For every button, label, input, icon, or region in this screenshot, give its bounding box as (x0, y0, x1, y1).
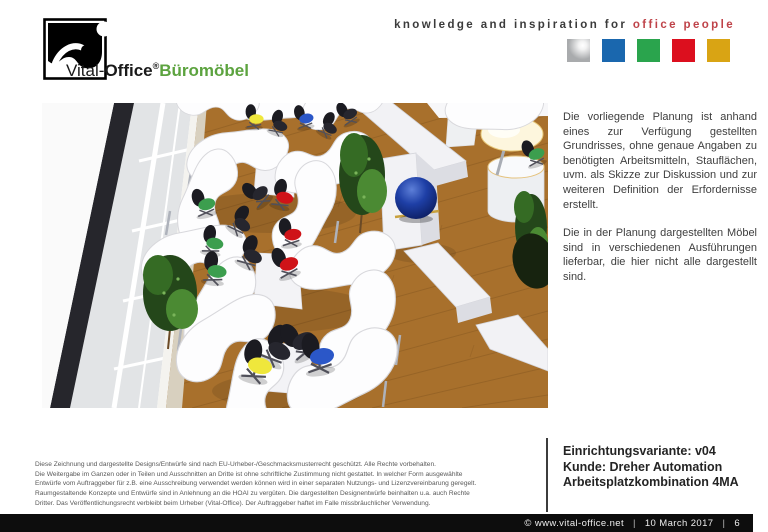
logo-wordmark (66, 61, 249, 81)
info-paragraph-1: Die vorliegende Planung ist anhand eines zur Verfügung gestellten Grundrisses, ohne genaue Angaben zu benötigten Arbeitsmitteln, Stauflächen, uvm. als Skizze zur Diskussion und zur weiteren Definition der Erfordernisse erstellt. (563, 111, 757, 211)
variant-line: Einrichtungsvariante: v04 (563, 444, 716, 458)
footer-separator: | (722, 517, 726, 529)
legal-notice (35, 460, 476, 509)
footer-bar (0, 514, 753, 532)
office-3d-render (42, 103, 548, 408)
footer-separator: | (632, 517, 636, 529)
footer-page-number: 6 (734, 517, 740, 529)
tagline-text: knowledge and inspiration for (394, 19, 628, 31)
color-square-green (637, 39, 660, 62)
color-square-silver (567, 39, 590, 62)
vertical-divider (546, 438, 548, 512)
logo-product: Büromöbel (159, 61, 249, 80)
tagline-accent: office people (632, 19, 735, 31)
logo-office: Office (104, 61, 153, 80)
color-square-blue (602, 39, 625, 62)
legal-line: Entwürfe vom Auftraggeber für z.B. eine Ausschreibung verwendet werden können wird in einer separaten Nutzungs- und Lizenzvereinbarung geregelt. (35, 480, 477, 488)
color-square-red (672, 39, 695, 62)
variant-block (563, 444, 739, 491)
logo-prefix: Vital- (66, 61, 105, 80)
brand-tagline (394, 19, 735, 31)
customer-line: Kunde: Dreher Automation (563, 459, 723, 474)
planning-info-panel (563, 110, 757, 299)
color-square-gold (707, 39, 730, 62)
legal-line: Die Weitergabe im Ganzen oder in Teilen und Ausschnitten an Dritte ist ohne schriftliche Zustimmung nicht gestattet. In welcher Form ausgewählte (35, 470, 463, 478)
registered-mark: ® (152, 61, 160, 71)
legal-line: Dritter. Das Veröffentlichungsrecht verbleibt beim Urheber (Vital-Office). Der Auftraggeber haftet im Falle missbräuchlicher Verwendung. (35, 499, 431, 507)
brand-color-squares (567, 39, 730, 62)
legal-line: Diese Zeichnung und dargestellte Designs/Entwürfe sind nach EU-Urheber-/Geschmacksmusterrecht geschützt. Alle Rechte vorbehalten. (35, 461, 436, 468)
legal-line: Raumgestaltende Konzepte und Entwürfe sind in Anlehnung an die HOAI zu vergüten. Die dargestellten Designentwürfe beinhalten u.a. auch Rechte (35, 490, 470, 498)
footer-date: 10 March 2017 (644, 517, 714, 529)
combination-line: Arbeitsplatzkombination 4MA (563, 475, 739, 489)
footer-copyright: © www.vital-office.net (524, 517, 624, 529)
info-paragraph-2: Die in der Planung dargestellten Möbel sind in verschiedenen Ausführungen lieferbar, die hier nicht alle dargestellt sind. (563, 227, 757, 283)
